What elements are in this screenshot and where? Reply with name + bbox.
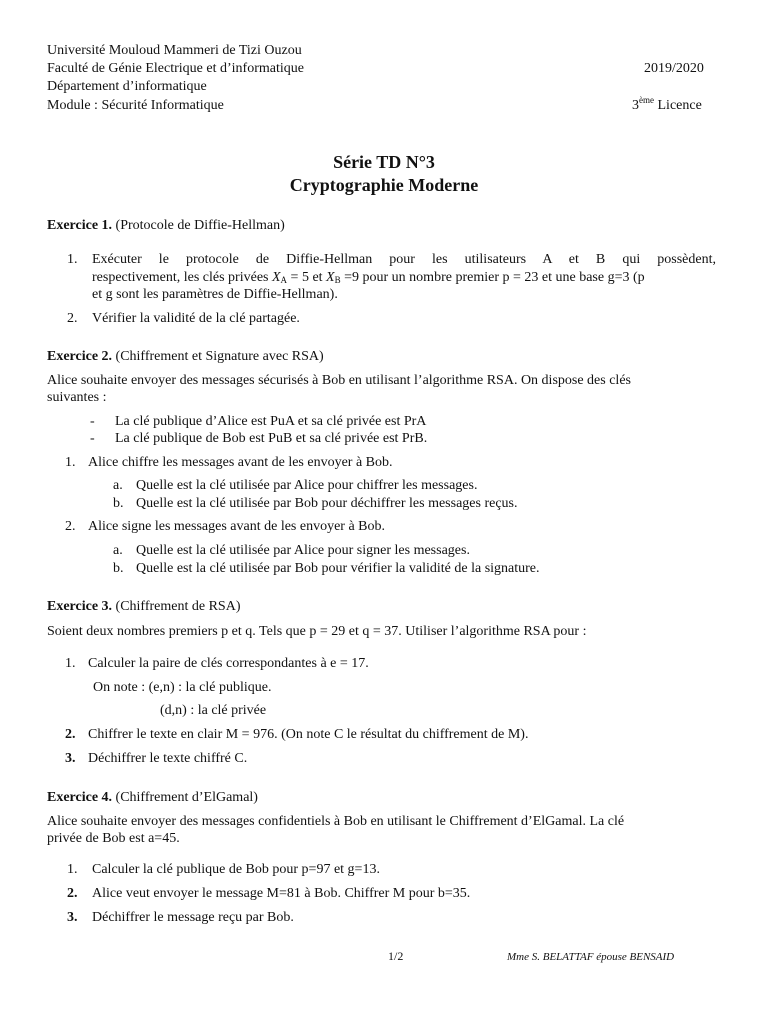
- ex2-q1a-letter: a.: [113, 478, 123, 493]
- header-department: Département d’informatique: [47, 79, 207, 94]
- ex3-label: Exercice 3.: [47, 599, 113, 614]
- ex2-q2b-text: Quelle est la clé utilisée par Bob pour vérifier la validité de la signature.: [136, 561, 540, 576]
- ex1-xb-var: X: [326, 270, 335, 285]
- level-number: 3: [632, 98, 639, 113]
- level-word: Licence: [654, 98, 702, 113]
- ex1-item1-line3: et g sont les paramètres de Diffie-Hellman).: [92, 287, 338, 302]
- ex2-intro-line1: Alice souhaite envoyer des messages sécurisés à Bob en utilisant l’algorithme RSA. On dispose des clés: [47, 373, 631, 388]
- ex3-item2-text: Chiffrer le texte en clair M = 976. (On note C le résultat du chiffrement de M).: [88, 727, 529, 742]
- ex4-label: Exercice 4.: [47, 790, 113, 805]
- ex2-topic: (Chiffrement et Signature avec RSA): [112, 349, 324, 364]
- ex2-bullet2-text: La clé publique de Bob est PuB et sa clé privée est PrB.: [115, 431, 428, 446]
- ex3-item1-num: 1.: [65, 656, 76, 671]
- header-module: Module : Sécurité Informatique: [47, 98, 224, 113]
- ex1-item1-num: 1.: [67, 252, 78, 267]
- ex3-item3-text: Déchiffrer le texte chiffré C.: [88, 751, 248, 766]
- ex4-intro-line2: privée de Bob est a=45.: [47, 831, 180, 846]
- ex1-item1-line1: Exécuter le protocole de Diffie-Hellman pour les utilisateurs A et B qui possèdent,: [92, 252, 716, 267]
- title-line1: Série TD N°3: [333, 152, 435, 172]
- ex1-label: Exercice 1.: [47, 218, 113, 233]
- ex2-q2a-text: Quelle est la clé utilisée par Alice pour signer les messages.: [136, 543, 470, 558]
- ex1-heading: [47, 217, 285, 234]
- ex1-xa-sub: A: [280, 275, 288, 285]
- footer-page-number: 1/2: [388, 949, 404, 963]
- ex2-q1b-letter: b.: [113, 496, 124, 511]
- ex2-q1a-text: Quelle est la clé utilisée par Alice pour chiffrer les messages.: [136, 478, 478, 493]
- ex2-q2-text: Alice signe les messages avant de les envoyer à Bob.: [88, 519, 386, 534]
- ex2-bullet1-text: La clé publique d’Alice est PuA et sa clé privée est PrA: [115, 414, 427, 429]
- ex4-intro-line1: Alice souhaite envoyer des messages confidentiels à Bob en utilisant le Chiffrement d’ElGamal. La clé: [47, 814, 625, 829]
- ex1-item1-line2: [92, 269, 645, 286]
- level-superscript: ème: [639, 95, 654, 105]
- ex2-heading: [47, 348, 324, 365]
- ex4-item3-text: Déchiffrer le message reçu par Bob.: [92, 910, 294, 925]
- ex4-heading: [47, 789, 258, 806]
- ex1-xa-var: X: [271, 270, 281, 285]
- ex2-bullet2-mark: -: [90, 431, 95, 446]
- header-faculty: Faculté de Génie Electrique et d’informatique: [47, 61, 304, 76]
- ex3-item2-num: 2.: [65, 727, 76, 742]
- ex3-heading: [47, 598, 241, 615]
- ex1-item1-line2a: respectivement, les clés privées: [92, 270, 272, 285]
- ex2-q2-num: 2.: [65, 519, 76, 534]
- ex4-item2-num: 2.: [67, 886, 78, 901]
- ex2-q1b-text: Quelle est la clé utilisée par Bob pour déchiffrer les messages reçus.: [136, 496, 518, 511]
- ex3-item1-text: Calculer la paire de clés correspondantes à e = 17.: [88, 656, 369, 671]
- ex3-note-line2: (d,n) : la clé privée: [160, 703, 267, 718]
- title-line2: Cryptographie Moderne: [289, 175, 479, 195]
- header-year: 2019/2020: [644, 61, 704, 76]
- header-university: Université Mouloud Mammeri de Tizi Ouzou: [47, 43, 302, 58]
- ex1-item2-num: 2.: [67, 311, 78, 326]
- ex1-item1-line2b: = 5 et: [287, 270, 327, 285]
- ex4-item1-text: Calculer la clé publique de Bob pour p=97 et g=13.: [92, 862, 380, 877]
- ex2-q2b-letter: b.: [113, 561, 124, 576]
- footer-author: Mme S. BELATTAF épouse BENSAID: [507, 951, 675, 963]
- ex2-q2a-letter: a.: [113, 543, 123, 558]
- ex2-intro-line2: suivantes :: [47, 390, 107, 405]
- ex2-label: Exercice 2.: [47, 349, 113, 364]
- ex2-q1-text: Alice chiffre les messages avant de les envoyer à Bob.: [88, 455, 393, 470]
- ex1-xb-sub: B: [334, 275, 341, 285]
- ex3-note-line1: On note : (e,n) : la clé publique.: [93, 680, 272, 695]
- header-level: [632, 97, 702, 114]
- ex4-item2-text: Alice veut envoyer le message M=81 à Bob. Chiffrer M pour b=35.: [92, 886, 471, 901]
- ex1-topic: (Protocole de Diffie-Hellman): [112, 218, 285, 233]
- ex1-item1-line2c: =9 pour un nombre premier p = 23 et une base g=3 (p: [340, 270, 645, 285]
- ex4-topic: (Chiffrement d’ElGamal): [112, 790, 258, 805]
- ex1-item2-text: Vérifier la validité de la clé partagée.: [92, 311, 300, 326]
- ex4-item1-num: 1.: [67, 862, 78, 877]
- ex3-topic: (Chiffrement de RSA): [112, 599, 241, 614]
- ex2-bullet1-mark: -: [90, 414, 95, 429]
- ex3-item3-num: 3.: [65, 751, 76, 766]
- ex4-item3-num: 3.: [67, 910, 78, 925]
- ex2-q1-num: 1.: [65, 455, 76, 470]
- ex3-intro: Soient deux nombres premiers p et q. Tels que p = 29 et q = 37. Utiliser l’algorithme RSA pour :: [47, 624, 587, 639]
